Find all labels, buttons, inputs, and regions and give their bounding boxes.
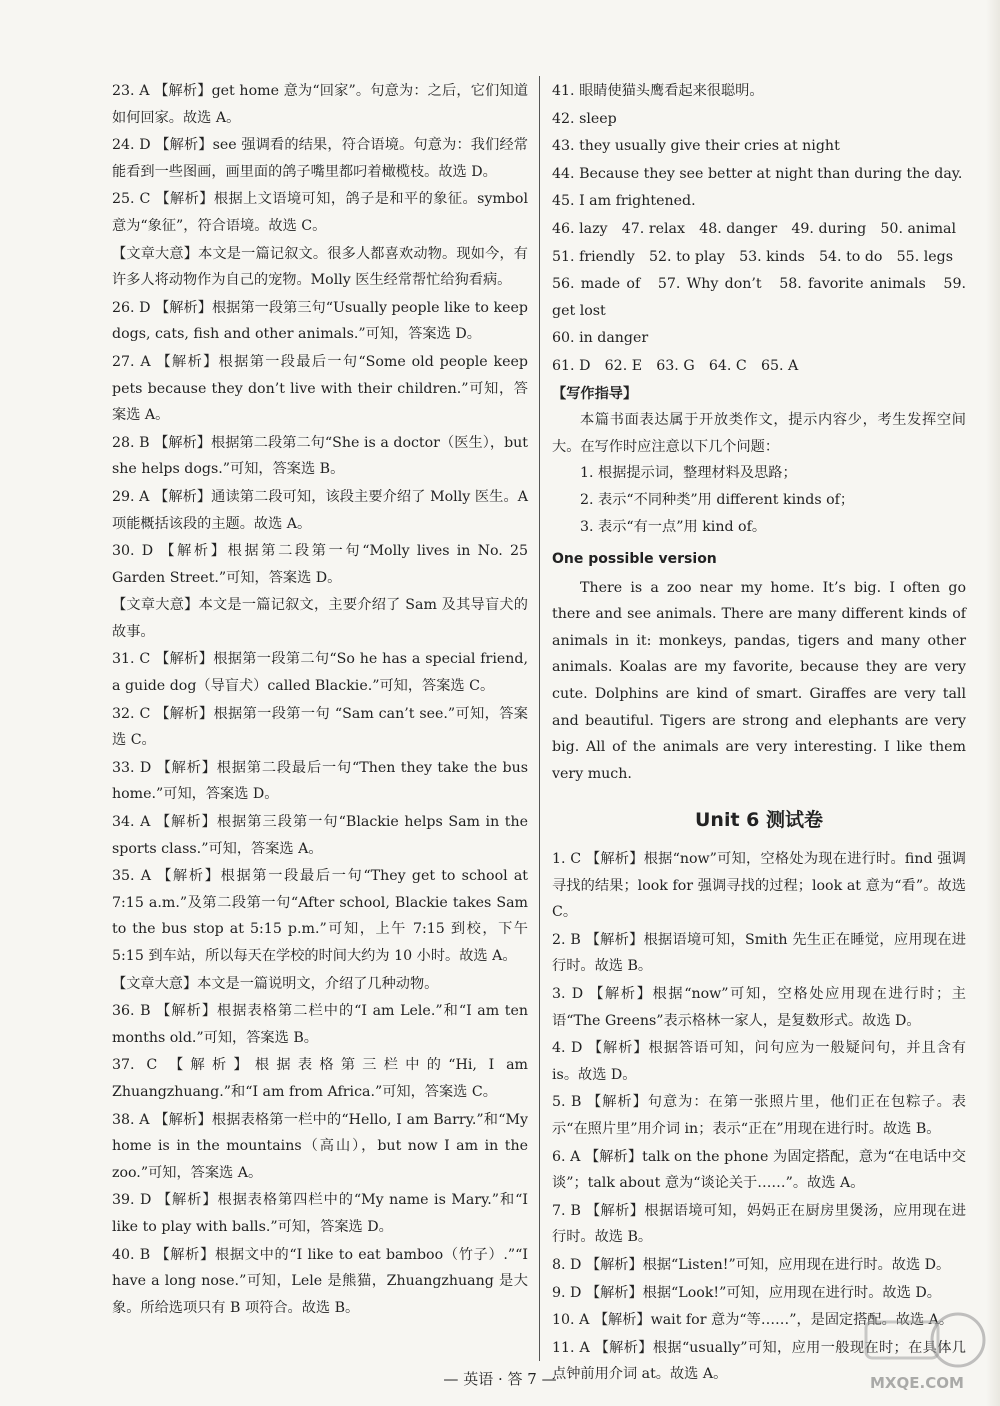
answer-item: 3. D 【解析】根据“now”可知，空格处应用现在进行时；主语“The Greens”表示格林一家人，是复数形式。故选 D。 <box>552 986 966 1029</box>
answers-41-65 <box>552 78 966 380</box>
answer-item: 56. made of 57. Why don’t 58. favorite animals 59. get lost <box>552 276 966 319</box>
answer-item: 32. C 【解析】根据第一段第一句 “Sam can’t see.”可知，答案选 C。 <box>112 705 528 749</box>
answer-item: 51. friendly 52. to play 53. kinds 54. to do 55. legs <box>552 248 954 265</box>
answer-item: 23. A 【解析】get home 意为“回家”。句意为：之后，它们知道如何回家。故选 A。 <box>112 83 528 126</box>
answer-item: 5. B 【解析】句意为：在第一张照片里，他们正在包粽子。表示“在照片里”用介词 in；表示“正在”用现在进行时。故选 B。 <box>552 1094 966 1137</box>
writing-intro: 本篇书面表达属于开放类作文，提示内容少，考生发挥空间大。在写作时应注意以下几个问题： <box>552 412 966 455</box>
answer-item: 33. D 【解析】根据第二段最后一句“Then they take the bus home.”可知，答案选 D。 <box>112 759 528 803</box>
answer-item: 27. A 【解析】根据第一段最后一句“Some old people keep pets because they don’t live with their children.”可知，答案选 A。 <box>112 353 528 424</box>
answer-item: 39. D 【解析】根据表格第四栏中的“My name is Mary.”和“I like to play with balls.”可知，答案选 D。 <box>112 1192 528 1235</box>
writing-heading: 【写作指导】 <box>552 385 638 402</box>
unit6-title: Unit 6 测试卷 <box>695 809 823 832</box>
sample-essay: There is a zoo near my home. It’s big. I often go there and see animals. There are many different kinds of animals in it: monkeys, pandas, tigers and many other animals. Koalas are my favorite, because they are very cute. Dolphins are kind of smart. Giraffes are very tall and beautiful. Tigers are strong and elephants are very big. All of the animals are very interesting. I like them very much. <box>552 579 966 782</box>
answer-item: 36. B 【解析】根据表格第二栏中的“I am Lele.”和“I am ten months old.”可知，答案选 B。 <box>112 1003 528 1046</box>
answer-item: 11. A 【解析】根据“usually”可知，应用一般现在时；在具体几点钟前用介词 at。故选 A。 <box>552 1339 966 1383</box>
writing-point: 2. 表示“不同种类”用 different kinds of； <box>580 491 855 508</box>
answer-item: 28. B 【解析】根据第二段第二句“She is a doctor（医生），but she helps dogs.”可知，答案选 B。 <box>112 434 528 478</box>
writing-point: 3. 表示“有一点”用 kind of。 <box>580 518 767 535</box>
answer-item: 42. sleep <box>552 110 617 127</box>
answer-item: 4. D 【解析】根据答语可知，问句应为一般疑问句，并且含有 is。故选 D。 <box>552 1040 966 1083</box>
answer-item: 38. A 【解析】根据表格第一栏中的“Hello, I am Barry.”和“My home is in the mountains（高山），but now I am in the zoo.”可知，答案选 A。 <box>112 1111 528 1181</box>
svg-text:MXQE.COM: MXQE.COM <box>870 1374 964 1392</box>
page-edge-shadow <box>986 0 1000 1406</box>
right-column <box>552 78 966 1389</box>
page-footer: — 英语 · 答 7 — <box>443 1370 557 1388</box>
answer-item: 46. lazy 47. relax 48. danger 49. during 50. animal <box>552 220 957 237</box>
answer-item: 24. D 【解析】see 强调看的结果，符合语境。句意为：我们经常能看到一些图画，画里面的鸽子嘴里都叼着橄榄枝。故选 D。 <box>112 137 528 180</box>
passage-summary: 【文章大意】本文是一篇记叙文。很多人都喜欢动物。现如今，有许多人将动物作为自己的宠物。Molly 医生经常帮忙给狗看病。 <box>112 245 528 289</box>
column-divider <box>539 76 540 1361</box>
passage-summary: 【文章大意】本文是一篇说明文，介绍了几种动物。 <box>112 975 439 992</box>
answer-item: 6. A 【解析】talk on the phone 为固定搭配，意为“在电话中交谈”；talk about 意为“谈论关于……”。故选 A。 <box>552 1148 966 1192</box>
answer-item: 31. C 【解析】根据第一段第二句“So he has a special friend, a guide dog（导盲犬）called Blackie.”可知，答案选 C。 <box>112 651 528 695</box>
answer-item: 43. they usually give their cries at night <box>552 138 840 155</box>
answer-item: 2. B 【解析】根据语境可知，Smith 先生正在睡觉，应用现在进行时。故选 B。 <box>552 931 966 975</box>
answer-item: 41. 眼睛使猫头鹰看起来很聪明。 <box>552 83 764 99</box>
answer-item: 7. B 【解析】根据语境可知，妈妈正在厨房里煲汤，应用现在进行时。故选 B。 <box>552 1202 966 1246</box>
watermark-logo <box>860 1300 990 1400</box>
answer-item: 34. A 【解析】根据第三段第一句“Blackie helps Sam in the sports class.”可知，答案选 A。 <box>112 814 528 857</box>
answer-item: 30. D 【解析】根据第二段第一句“Molly lives in No. 25 Garden Street.”可知，答案选 D。 <box>112 543 528 586</box>
answer-item: 1. C 【解析】根据“now”可知，空格处为现在进行时。find 强调寻找的结果；look for 强调寻找的过程；look at 意为“看”。故选 C。 <box>552 851 966 921</box>
writing-point: 1. 根据提示词，整理材料及思路； <box>580 465 797 482</box>
answer-item: 35. A 【解析】根据第一段最后一句“They get to school at 7:15 a.m.”及第二段第一句“After school, Blackie takes Sam to the bus stop at 5:15 p.m.”可知，上午 7:15 到校，下午 5:15 到车站，所以每天在学校的时间大约为 10 小时。故选 A。 <box>112 868 528 964</box>
answer-item: 45. I am frightened. <box>552 193 696 210</box>
passage-summary: 【文章大意】本文是一篇记叙文，主要介绍了 Sam 及其导盲犬的故事。 <box>112 597 528 640</box>
answer-item: 37. C 【解析】根据表格第三栏中的“Hi, I am Zhuangzhuang.”和“I am from Africa.”可知，答案选 C。 <box>112 1057 528 1100</box>
answer-item: 60. in danger <box>552 330 649 347</box>
answer-item: 9. D 【解析】根据“Look!”可知，应用现在进行时。故选 D。 <box>552 1284 941 1301</box>
answer-item: 44. Because they see better at night than during the day. <box>552 165 963 182</box>
answer-item: 61. D 62. E 63. G 64. C 65. A <box>552 357 799 374</box>
answer-item: 26. D 【解析】根据第一段第三句“Usually people like to keep dogs, cats, fish and other animals.”可知，答案选 D。 <box>112 299 528 343</box>
answer-item: 40. B 【解析】根据文中的“I like to eat bamboo（竹子）.”“I have a long nose.”可知，Lele 是熊猫，Zhuangzhuang 是大象。所给选项只有 B 项符合。故选 B。 <box>112 1246 528 1316</box>
answer-item: 29. A 【解析】通读第二段可知，该段主要介绍了 Molly 医生。A 项能概括该段的主题。故选 A。 <box>112 488 528 532</box>
writing-points <box>552 460 966 540</box>
possible-version-label: One possible version <box>552 551 717 568</box>
left-column <box>112 78 528 1322</box>
answer-item: 10. A 【解析】wait for 意为“等……”，是固定搭配。故选 A。 <box>552 1312 954 1329</box>
answer-item: 25. C 【解析】根据上文语境可知，鸽子是和平的象征。symbol 意为“象征”，符合语境。故选 C。 <box>112 191 528 234</box>
answer-item: 8. D 【解析】根据“Listen!”可知，应用现在进行时。故选 D。 <box>552 1256 951 1273</box>
